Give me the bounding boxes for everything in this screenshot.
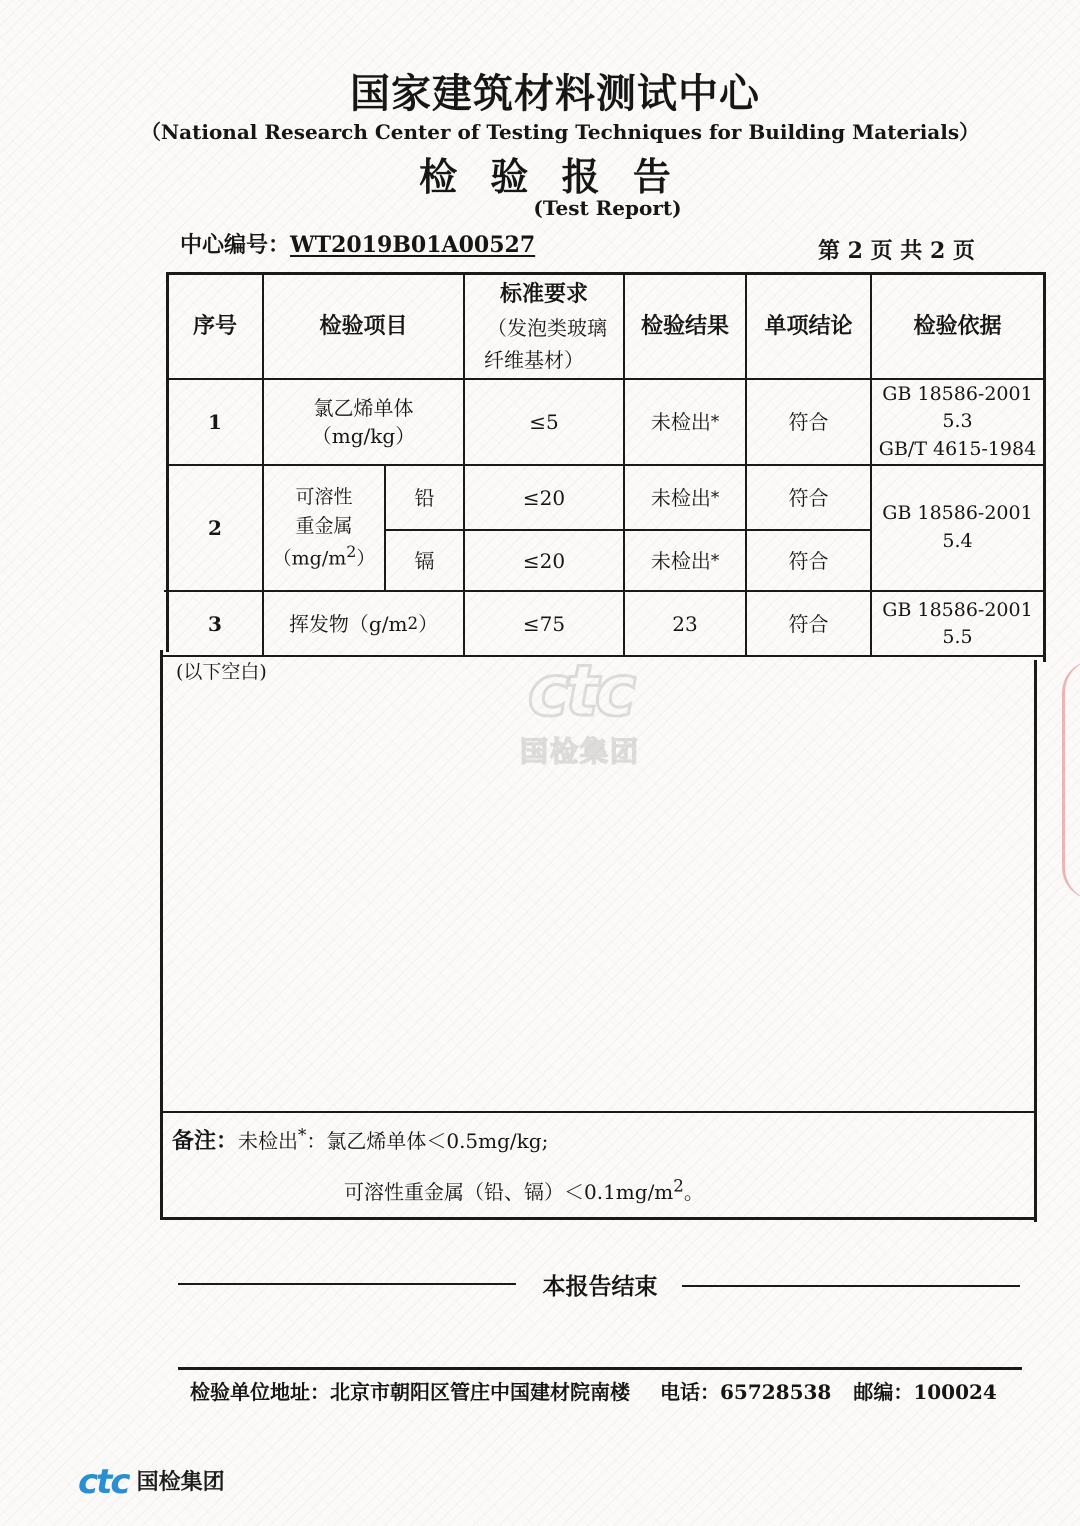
watermark-ctc-logo: ctc [527, 650, 633, 732]
header-seq: 序号 [192, 313, 237, 340]
title-cn: 国家建筑材料测试中心 [350, 70, 760, 117]
row1-result [625, 380, 745, 464]
report-title-en: (Test Report) [533, 196, 682, 220]
row2-sub1-conclusion: 符合 [788, 485, 829, 510]
row2-item-unit-sup: 2 [346, 542, 357, 562]
row2-item-line1: 可溶性 [295, 486, 353, 509]
postcode-value: 100024 [913, 1380, 997, 1404]
remarks-line1-b: ：氯乙烯单体＜0.5mg/kg; [306, 1129, 549, 1153]
watermark-text: 国检集团 [519, 735, 640, 768]
header-standard-line2: （发泡类玻璃 [487, 316, 607, 341]
remarks-line1-a: 未检出 [238, 1129, 299, 1153]
center-number-value: WT2019B01A00527 [290, 232, 536, 258]
title-en: （National Research Center of Testing Techniques for Building Materials） [140, 120, 980, 144]
row2-item-line2: 重金属 [295, 514, 353, 537]
row2-sub1-result [625, 466, 745, 529]
row2-basis-line1: GB 18586-2001 [882, 502, 1033, 525]
row3-seq: 3 [208, 611, 222, 636]
table-border-right-upper [1043, 272, 1046, 662]
footer-rule [178, 1367, 1022, 1370]
row3-standard: ≤75 [522, 611, 566, 636]
row2-sub2-name: 镉 [414, 548, 435, 573]
row3-basis-line2: 5.5 [942, 625, 973, 648]
table-border-bottom [160, 1217, 1037, 1220]
header-standard-line3: 纤维基材） [484, 348, 584, 373]
table-hline-remarks [160, 1111, 1037, 1113]
phone-value: 65728538 [720, 1380, 832, 1404]
row3-item-sup: 2 [407, 613, 419, 633]
row3-conclusion: 符合 [788, 611, 829, 636]
row2-sub1-standard: ≤20 [522, 485, 566, 510]
row2-basis-line2: 5.4 [942, 530, 973, 552]
row1-conclusion: 符合 [788, 410, 829, 434]
remarks-line2 [344, 1176, 704, 1205]
row3-basis-line1: GB 18586-2001 [882, 598, 1033, 621]
address-line [190, 1376, 997, 1405]
row2-item-unit: （mg/m [272, 547, 347, 570]
red-seal-fragment [1062, 660, 1080, 900]
ctc-logo-icon: ctc [78, 1462, 129, 1502]
header-item: 检验项目 [319, 313, 408, 340]
remarks-line1-mark: * [298, 1125, 307, 1145]
address-label: 检验单位地址： [190, 1380, 330, 1404]
row1-seq: 1 [208, 410, 222, 434]
page-info: 第 2 页 共 2 页 [818, 238, 975, 264]
end-of-report: 本报告结束 [542, 1273, 658, 1300]
row1-item-line1: 氯乙烯单体 [313, 396, 414, 420]
row2-sub1-result-text: 未检出 [650, 485, 711, 510]
remarks-label: 备注： [172, 1128, 239, 1154]
postcode-label: 邮编： [853, 1380, 914, 1404]
row1-result-mark: * [710, 412, 720, 432]
row2-sub2-conclusion: 符合 [788, 548, 829, 573]
table-border-right-lower [1034, 660, 1037, 1222]
row2-item-line3 [273, 540, 376, 573]
row2-sub1-result-mark: * [710, 487, 720, 507]
row1-basis [872, 380, 1043, 464]
footer-logo [78, 1462, 225, 1502]
row2-item-unit-end: ） [356, 547, 376, 570]
header-conclusion: 单项结论 [764, 313, 853, 340]
center-number [180, 228, 535, 259]
remarks-line2-sup: 2 [673, 1176, 684, 1196]
remarks-line2-a: 可溶性重金属（铅、镉）＜0.1mg/m [344, 1180, 674, 1204]
address-value: 北京市朝阳区管庄中国建材院南楼 [330, 1380, 630, 1404]
row2-item [264, 466, 384, 590]
row1-item [264, 380, 463, 464]
row1-basis-line1: GB 18586-2001 [882, 382, 1033, 405]
center-number-label: 中心编号： [180, 232, 291, 258]
footer-logo-text: 国检集团 [136, 1470, 225, 1495]
header-basis: 检验依据 [913, 313, 1002, 340]
row3-result: 23 [672, 611, 698, 636]
row3-basis [872, 592, 1043, 655]
row3-item [264, 592, 463, 655]
header-standard [465, 275, 623, 378]
row1-result-text: 未检出 [650, 410, 711, 434]
phone-label: 电话： [660, 1380, 720, 1404]
row3-item-text: 挥发物（g/m [288, 611, 408, 636]
watermark [490, 650, 670, 770]
remarks-line2-b: 。 [683, 1180, 704, 1204]
report-title-cn: 检 验 报 告 [419, 154, 681, 199]
row2-seq: 2 [208, 516, 222, 540]
blank-note: (以下空白) [176, 661, 267, 683]
row2-sub2-result [625, 531, 745, 590]
row2-sub2-standard: ≤20 [522, 548, 566, 573]
header-result: 检验结果 [640, 313, 729, 340]
table-border-left-lower [160, 650, 163, 1220]
row2-sub2-result-mark: * [710, 550, 720, 570]
row2-sub1-name: 铅 [414, 485, 435, 510]
row1-standard: ≤5 [529, 410, 559, 434]
row2-sub2-result-text: 未检出 [650, 548, 711, 573]
row3-item-end: ） [418, 611, 439, 636]
row1-item-line2: （mg/kg） [311, 424, 416, 448]
row1-basis-line2: 5.3 [942, 410, 973, 433]
header-standard-line1: 标准要求 [499, 280, 588, 307]
row1-basis-line3: GB/T 4615-1984 [878, 437, 1037, 460]
remarks-line1 [172, 1124, 548, 1155]
row2-basis [872, 466, 1043, 590]
